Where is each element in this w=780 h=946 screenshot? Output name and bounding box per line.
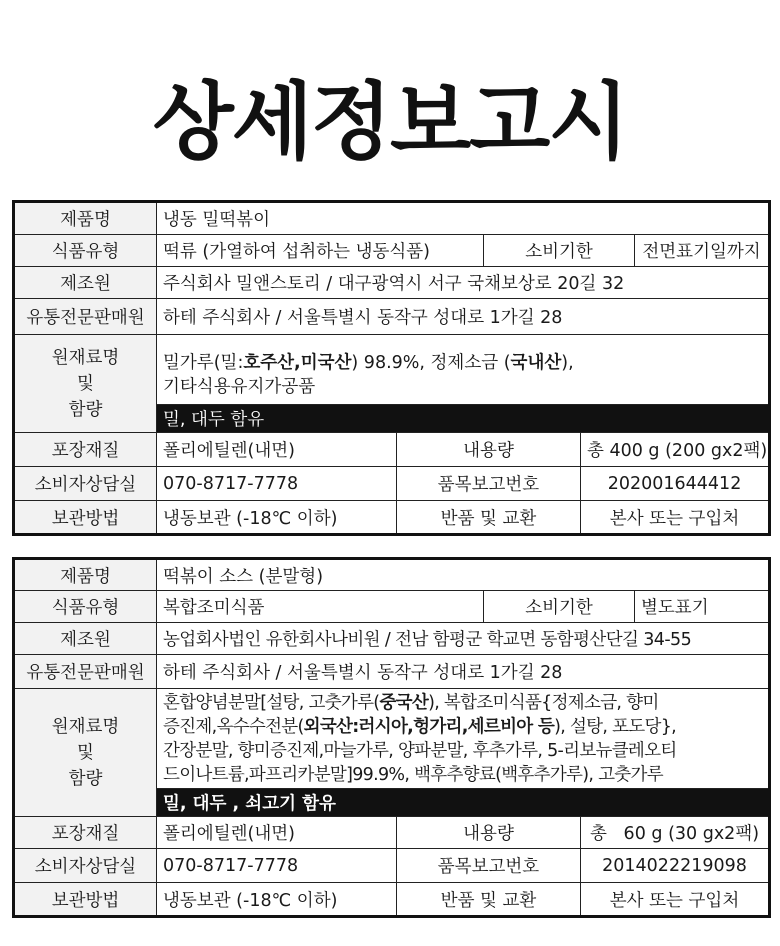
- row-manufacturer: [14, 623, 770, 655]
- label-distributor: 유통전문판매원: [14, 299, 157, 335]
- value-volume: 총 400 g (200 gx2팩): [581, 433, 770, 467]
- value-ingredients: [157, 335, 770, 405]
- row-consult: [14, 849, 770, 883]
- label-report-no: 품목보고번호: [397, 467, 581, 501]
- label-food-type: 식품유형: [14, 235, 157, 267]
- value-food-type: 복합조미식품: [157, 591, 484, 623]
- ingredients-text: ), 설탕, 포도당},: [554, 716, 677, 737]
- product-info-table-1: [12, 200, 771, 536]
- label-product-name: 제품명: [14, 202, 157, 235]
- value-expiry: 전면표기일까지: [635, 235, 770, 267]
- row-product-name: [14, 202, 770, 235]
- label-return: 반품 및 교환: [397, 501, 581, 535]
- label-manufacturer: 제조원: [14, 623, 157, 655]
- value-distributor: 하테 주식회사 / 서울특별시 동작구 성대로 1가길 28: [157, 299, 770, 335]
- row-product-name: [14, 559, 770, 591]
- row-manufacturer: [14, 267, 770, 299]
- value-consult: 070-8717-7778: [157, 467, 397, 501]
- label-ingredients-line2: 및: [77, 742, 94, 763]
- ingredients-line-2: [163, 715, 762, 739]
- label-storage: 보관방법: [14, 501, 157, 535]
- ingredients-text: ),: [561, 352, 574, 373]
- label-food-type: 식품유형: [14, 591, 157, 623]
- allergen-bar: 밀, 대두 , 쇠고기 함유: [157, 789, 770, 817]
- label-ingredients: [14, 689, 157, 817]
- row-ingredients: [14, 335, 770, 405]
- row-distributor: [14, 299, 770, 335]
- ingredients-line-1: [163, 351, 762, 375]
- ingredients-line-1: [163, 691, 762, 715]
- ingredients-text: ) 98.9%, 정제소금 (: [351, 352, 511, 373]
- label-volume: 내용량: [397, 433, 581, 467]
- ingredients-origin: 외국산:러시아,헝가리,세르비아 등: [303, 716, 555, 737]
- page-title: 상세정보고시: [152, 73, 628, 171]
- label-ingredients-line1: 원재료명: [51, 347, 120, 368]
- row-packaging: [14, 433, 770, 467]
- label-consult: 소비자상담실: [14, 467, 157, 501]
- product-info-table-2: [12, 557, 771, 918]
- value-food-type: 떡류 (가열하여 섭취하는 냉동식품): [157, 235, 484, 267]
- value-consult: 070-8717-7778: [157, 849, 397, 883]
- ingredients-text: 혼합양념분말[설탕, 고춧가루(: [163, 692, 380, 713]
- row-storage: [14, 883, 770, 917]
- value-report-no: 202001644412: [581, 467, 770, 501]
- ingredients-line-2: 기타식용유지가공품: [163, 376, 316, 397]
- ingredients-line-4: 드이나트륨,파프리카분말]99.9%, 백후추향료(백후추가루), 고춧가루: [163, 764, 663, 785]
- label-return: 반품 및 교환: [397, 883, 581, 917]
- value-product-name: 냉동 밀떡볶이: [157, 202, 770, 235]
- row-consult: [14, 467, 770, 501]
- ingredients-origin: 호주산,미국산: [243, 352, 352, 373]
- label-ingredients: [14, 335, 157, 433]
- label-ingredients-line3: 함량: [68, 768, 103, 789]
- row-storage: [14, 501, 770, 535]
- label-ingredients-line1: 원재료명: [51, 716, 120, 737]
- ingredients-line-3: 간장분말, 향미증진제,마늘가루, 양파분말, 후추가루, 5-리보뉴클레오티: [163, 740, 677, 761]
- value-storage: 냉동보관 (-18℃ 이하): [157, 501, 397, 535]
- value-expiry: 별도표기: [635, 591, 770, 623]
- ingredients-text: ), 복합조미식품{정제소금, 향미: [428, 692, 659, 713]
- allergen-bar: 밀, 대두 함유: [157, 405, 770, 433]
- row-food-type: [14, 591, 770, 623]
- row-ingredients: [14, 689, 770, 789]
- value-return: 본사 또는 구입처: [581, 883, 770, 917]
- row-food-type: [14, 235, 770, 267]
- label-packaging: 포장재질: [14, 817, 157, 849]
- row-distributor: [14, 655, 770, 689]
- value-manufacturer: 주식회사 밀앤스토리 / 대구광역시 서구 국채보상로 20길 32: [157, 267, 770, 299]
- value-storage: 냉동보관 (-18℃ 이하): [157, 883, 397, 917]
- label-product-name: 제품명: [14, 559, 157, 591]
- row-packaging: [14, 817, 770, 849]
- value-packaging: 폴리에틸렌(내면): [157, 433, 397, 467]
- value-ingredients: [157, 689, 770, 789]
- ingredients-origin: 중국산: [379, 692, 429, 713]
- ingredients-text: 증진제,옥수수전분(: [163, 716, 304, 737]
- label-expiry: 소비기한: [484, 235, 635, 267]
- label-consult: 소비자상담실: [14, 849, 157, 883]
- label-ingredients-line2: 및: [77, 373, 94, 394]
- label-ingredients-line3: 함량: [68, 399, 103, 420]
- value-report-no: 2014022219098: [581, 849, 770, 883]
- label-manufacturer: 제조원: [14, 267, 157, 299]
- value-return: 본사 또는 구입처: [581, 501, 770, 535]
- value-packaging: 폴리에틸렌(내면): [157, 817, 397, 849]
- label-volume: 내용량: [397, 817, 581, 849]
- label-distributor: 유통전문판매원: [14, 655, 157, 689]
- label-report-no: 품목보고번호: [397, 849, 581, 883]
- label-expiry: 소비기한: [484, 591, 635, 623]
- label-storage: 보관방법: [14, 883, 157, 917]
- ingredients-origin: 국내산: [510, 352, 562, 373]
- value-manufacturer: 농업회사법인 유한회사나비원 / 전남 함평군 학교면 동함평산단길 34-55: [157, 623, 770, 655]
- value-volume: 총 60 g (30 gx2팩): [581, 817, 770, 849]
- ingredients-text: 밀가루(밀:: [163, 352, 244, 373]
- label-packaging: 포장재질: [14, 433, 157, 467]
- value-product-name: 떡볶이 소스 (분말형): [157, 559, 770, 591]
- value-distributor: 하테 주식회사 / 서울특별시 동작구 성대로 1가길 28: [157, 655, 770, 689]
